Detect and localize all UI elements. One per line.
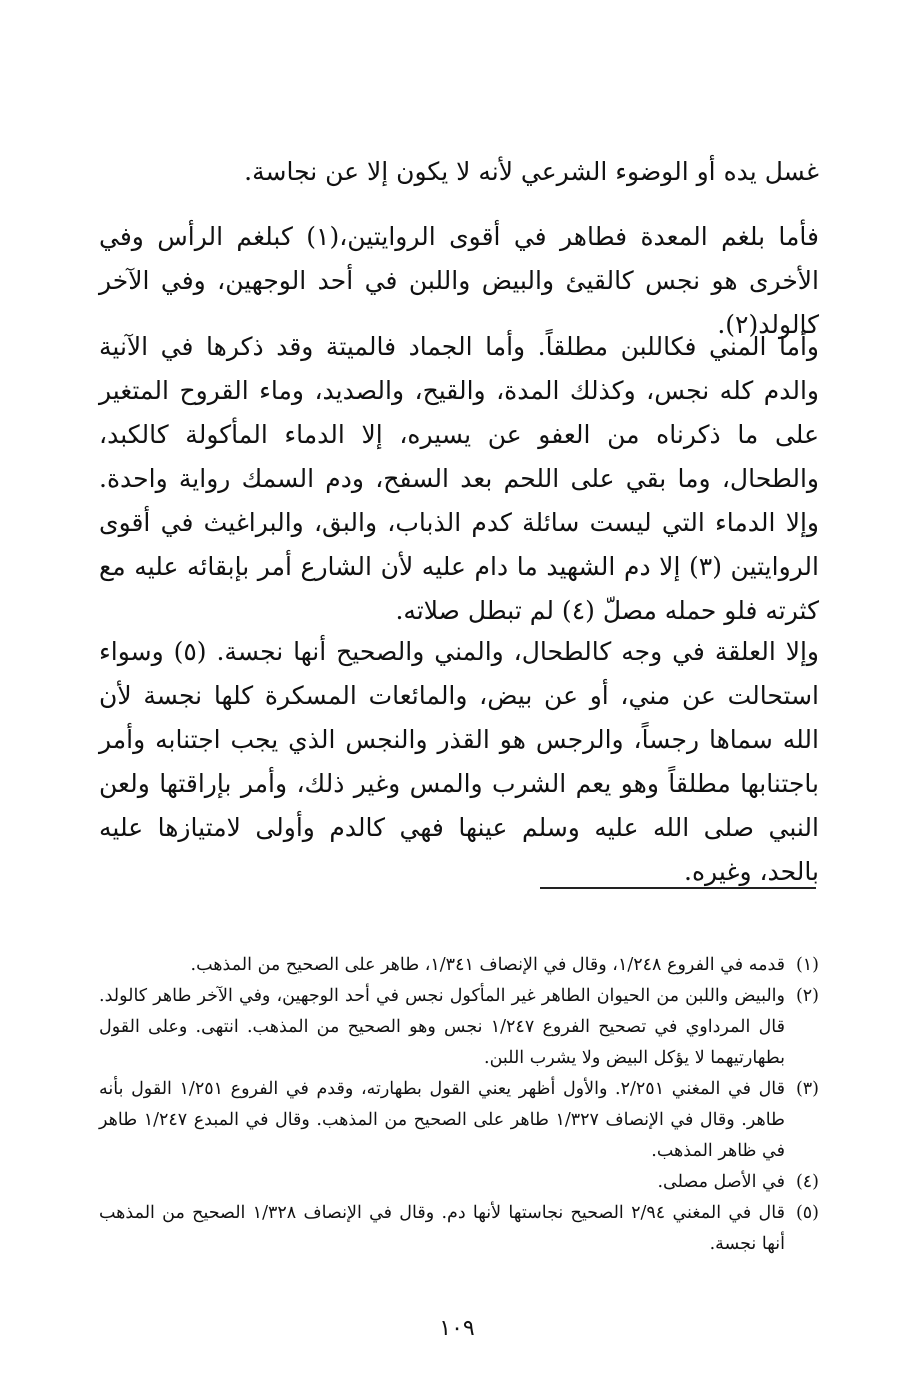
- footnote-3: [99, 1074, 819, 1167]
- footnote-4: [99, 1167, 819, 1198]
- footnotes-section: [99, 950, 819, 1260]
- paragraph-1: غسل يده أو الوضوء الشرعي لأنه لا يكون إلا عن نجاسة.: [244, 157, 819, 186]
- footnote-separator: [540, 887, 816, 889]
- footnote-number: (٣): [795, 1079, 819, 1099]
- footnote-text: قدمه في الفروع ١/٢٤٨، وقال في الإنصاف ١/٣٤١، طاهر على الصحيح من المذهب.: [190, 955, 785, 975]
- footnote-number: (٤): [795, 1172, 819, 1192]
- footnote-text: قال في المغني ٢/٢٥١. والأول أظهر يعني القول بطهارته، وقدم في الفروع ١/٢٥١ القول بأنه طاهر. وقال في الإنصاف ١/٣٢٧ طاهر على الصحيح من المذهب. وقال في المبدع ١/٢٤٧ طاهر في ظاهر المذهب.: [99, 1079, 785, 1161]
- footnote-text: في الأصل مصلى.: [657, 1172, 785, 1192]
- paragraph-3: وأما المني فكاللبن مطلقاً. وأما الجماد فالميتة وقد ذكرها في الآنية والدم كله نجس، وكذلك المدة، والقيح، والصديد، وماء القروح المتغير على ما ذكرناه من العفو عن يسيره، إلا الدماء المأكولة كالكبد، والطحال، وما بقي على اللحم بعد السفح، ودم السمك رواية واحدة. وإلا الدماء التي ليست سائلة كدم الذباب، والبق، والبراغيث في أقوى الروايتين (٣) إلا دم الشهيد ما دام عليه لأن الشارع أمر بإبقائه عليه مع كثرته فلو حمله مصلّ (٤) لم تبطل صلاته.: [99, 332, 819, 625]
- page-number: ١٠٩: [439, 1316, 475, 1341]
- paragraph-2: فأما بلغم المعدة فطاهر في أقوى الروايتين،(١) كبلغم الرأس وفي الأخرى هو نجس كالقيئ والبيض واللبن في أحد الوجهين، وفي الآخر كالولد(٢).: [99, 222, 820, 339]
- footnote-1: [99, 950, 819, 981]
- footnote-2: [99, 981, 819, 1074]
- footnote-number: (٢): [795, 986, 819, 1006]
- footnote-number: (٥): [795, 1203, 819, 1223]
- main-text-block-1: [99, 150, 819, 194]
- main-text-block-3: [99, 325, 819, 633]
- main-text-block-4: [99, 630, 819, 894]
- footnote-number: (١): [795, 955, 819, 975]
- footnote-text: والبيض واللبن من الحيوان الطاهر غير المأكول نجس في أحد الوجهين، وفي الآخر طاهر كالولد. قال المرداوي في تصحيح الفروع ١/٢٤٧ نجس وهو الصحيح من المذهب. انتهى. وعلى القول بطهارتيهما لا يؤكل البيض ولا يشرب اللبن.: [99, 986, 785, 1068]
- footnote-5: [99, 1198, 819, 1260]
- footnote-text: قال في المغني ٢/٩٤ الصحيح نجاستها لأنها دم. وقال في الإنصاف ١/٣٢٨ الصحيح من المذهب أنها نجسة.: [99, 1203, 785, 1254]
- paragraph-4: وإلا العلقة في وجه كالطحال، والمني والصحيح أنها نجسة. (٥) وسواء استحالت عن مني، أو عن بيض، والمائعات المسكرة كلها نجسة لأن الله سماها رجساً، والرجس هو القذر والنجس الذي يجب اجتنابه وأمر باجتنابها مطلقاً وهو يعم الشرب والمس وغير ذلك، وأمر بإراقتها ولعن النبي صلى الله عليه وسلم عينها فهي كالدم وأولى لامتيازها عليه بالحد، وغيره.: [99, 637, 820, 886]
